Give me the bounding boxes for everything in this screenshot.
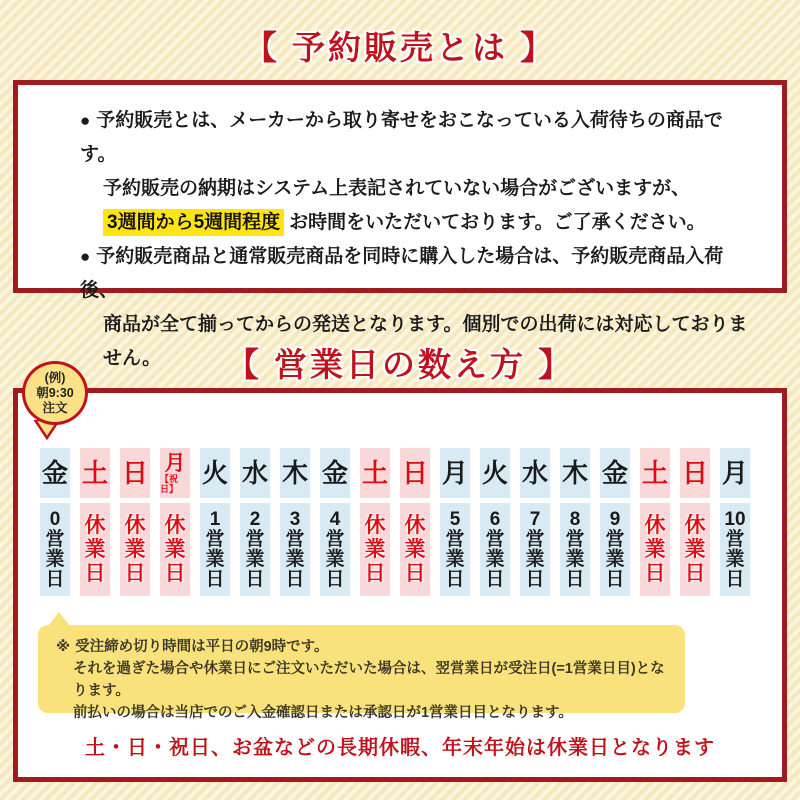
status-cell: 7 営 業 日 xyxy=(520,503,550,596)
day-label: 日 xyxy=(121,458,148,488)
order-cutoff-note xyxy=(38,625,685,721)
note-tail-icon xyxy=(48,612,70,626)
day-label: 金 xyxy=(601,458,628,488)
day-header-cell xyxy=(280,448,310,498)
status-cell: 0 営 業 日 xyxy=(40,503,70,596)
status-cell: 1 営 業 日 xyxy=(200,503,230,596)
calendar-column xyxy=(520,448,550,596)
status-cell: 休 業 日 xyxy=(640,503,670,596)
preorder-bullet2-line1-text: 予約販売商品と通常販売商品を同時に購入した場合は、予約販売商品入荷後、 xyxy=(80,246,724,301)
day-label: 金 xyxy=(321,458,348,488)
calendar-column xyxy=(360,448,390,596)
calendar-column xyxy=(440,448,470,596)
preorder-bullet1-line2: 予約販売の納期はシステム上表記されていない場合がございますが、 xyxy=(103,178,691,199)
holiday-notice-text: 土・日・祝日、お盆などの長期休暇、年末年始は休業日となります xyxy=(85,737,715,759)
day-header-cell xyxy=(680,448,710,498)
calendar-column xyxy=(400,448,430,596)
status-cell: 休 業 日 xyxy=(360,503,390,596)
calendar-column xyxy=(600,448,630,596)
day-label: 火 xyxy=(481,458,508,488)
preorder-bullet1-line3-rest: お時間をいただいております。ご了承ください。 xyxy=(289,212,706,233)
note-line1-text: 受注締め切り時間は平日の朝9時です。 xyxy=(75,639,329,655)
status-cell: 6 営 業 日 xyxy=(480,503,510,596)
day-label: 土 xyxy=(81,458,108,488)
day-label: 金 xyxy=(41,458,68,488)
preorder-bullet2-line1 xyxy=(80,240,752,308)
preorder-bullet2-line2: 商品が全て揃ってからの発送となります。個別での出荷には対応しておりません。 xyxy=(103,314,748,369)
day-label: 月 xyxy=(721,458,748,488)
status-cell: 休 業 日 xyxy=(80,503,110,596)
calendar-column xyxy=(160,448,190,596)
day-label: 水 xyxy=(521,458,548,488)
calendar-column xyxy=(720,448,750,596)
day-header-cell xyxy=(320,448,350,498)
day-header-cell xyxy=(160,448,190,498)
status-cell: 休 業 日 xyxy=(160,503,190,596)
note-line2: それを過ぎた場合や休業日にご注文いただいた場合は、翌営業日が受注日(=1営業日目)となります。 xyxy=(73,661,665,699)
business-days-section-title: 【 営業日の数え方 】 xyxy=(225,346,575,383)
preorder-bullet1-line1-text: 予約販売とは、メーカーから取り寄せをおこなっている入荷待ちの商品です。 xyxy=(80,110,723,165)
day-label: 土 xyxy=(641,458,668,488)
day-label: 木 xyxy=(561,458,588,488)
preorder-bullet1-line1 xyxy=(80,104,752,172)
calendar-column xyxy=(120,448,150,596)
status-cell: 8 営 業 日 xyxy=(560,503,590,596)
asterisk-marker-icon: ※ xyxy=(56,639,71,655)
status-cell: 10 営 業 日 xyxy=(720,503,750,596)
status-cell: 2 営 業 日 xyxy=(240,503,270,596)
day-header-cell xyxy=(400,448,430,498)
bullet-icon: ● xyxy=(80,111,91,130)
calendar-column xyxy=(680,448,710,596)
status-cell: 休 業 日 xyxy=(400,503,430,596)
calendar-column xyxy=(320,448,350,596)
day-label: 月 xyxy=(441,458,468,488)
day-header-cell xyxy=(640,448,670,498)
day-header-cell xyxy=(360,448,390,498)
day-label: 月 xyxy=(164,451,186,475)
day-header-cell xyxy=(480,448,510,498)
holiday-sub-label: 【祝日】 xyxy=(160,473,179,494)
calendar-column xyxy=(40,448,70,596)
day-header-cell xyxy=(600,448,630,498)
day-header-cell xyxy=(80,448,110,498)
day-label: 水 xyxy=(241,458,268,488)
example-time: 朝9:30 xyxy=(36,385,74,400)
status-cell: 休 業 日 xyxy=(120,503,150,596)
status-cell: 3 営 業 日 xyxy=(280,503,310,596)
calendar-column xyxy=(560,448,590,596)
day-header-cell xyxy=(520,448,550,498)
calendar-column xyxy=(280,448,310,596)
day-label: 日 xyxy=(681,458,708,488)
business-days-box xyxy=(13,385,787,782)
calendar-column xyxy=(480,448,510,596)
status-cell: 5 営 業 日 xyxy=(440,503,470,596)
bullet-icon: ● xyxy=(80,247,91,266)
preorder-bullet1-line3 xyxy=(80,206,752,240)
delivery-time-highlight: 3週間から5週間程度 xyxy=(103,209,284,236)
day-label: 土 xyxy=(361,458,388,488)
day-header-cell xyxy=(440,448,470,498)
calendar-column xyxy=(640,448,670,596)
calendar-column xyxy=(240,448,270,596)
example-order-bubble xyxy=(22,361,88,425)
status-cell: 4 営 業 日 xyxy=(320,503,350,596)
day-label: 日 xyxy=(401,458,428,488)
day-label: 木 xyxy=(281,458,308,488)
preorder-section-title: 【 予約販売とは 】 xyxy=(243,29,557,66)
note-line1 xyxy=(56,636,675,658)
day-header-cell xyxy=(200,448,230,498)
day-header-cell xyxy=(120,448,150,498)
day-header-cell xyxy=(40,448,70,498)
day-label: 火 xyxy=(201,458,228,488)
note-line3: 前払いの場合は当店でのご入金確認日または承認日が1営業日目となります。 xyxy=(73,705,573,721)
calendar-column xyxy=(80,448,110,596)
example-label: (例) xyxy=(44,370,66,385)
day-header-cell xyxy=(720,448,750,498)
calendar-column xyxy=(200,448,230,596)
business-day-calendar xyxy=(40,448,750,596)
status-cell: 9 営 業 日 xyxy=(600,503,630,596)
day-header-cell xyxy=(560,448,590,498)
example-order-word: 注文 xyxy=(42,400,68,415)
status-cell: 休 業 日 xyxy=(680,503,710,596)
day-header-cell xyxy=(240,448,270,498)
